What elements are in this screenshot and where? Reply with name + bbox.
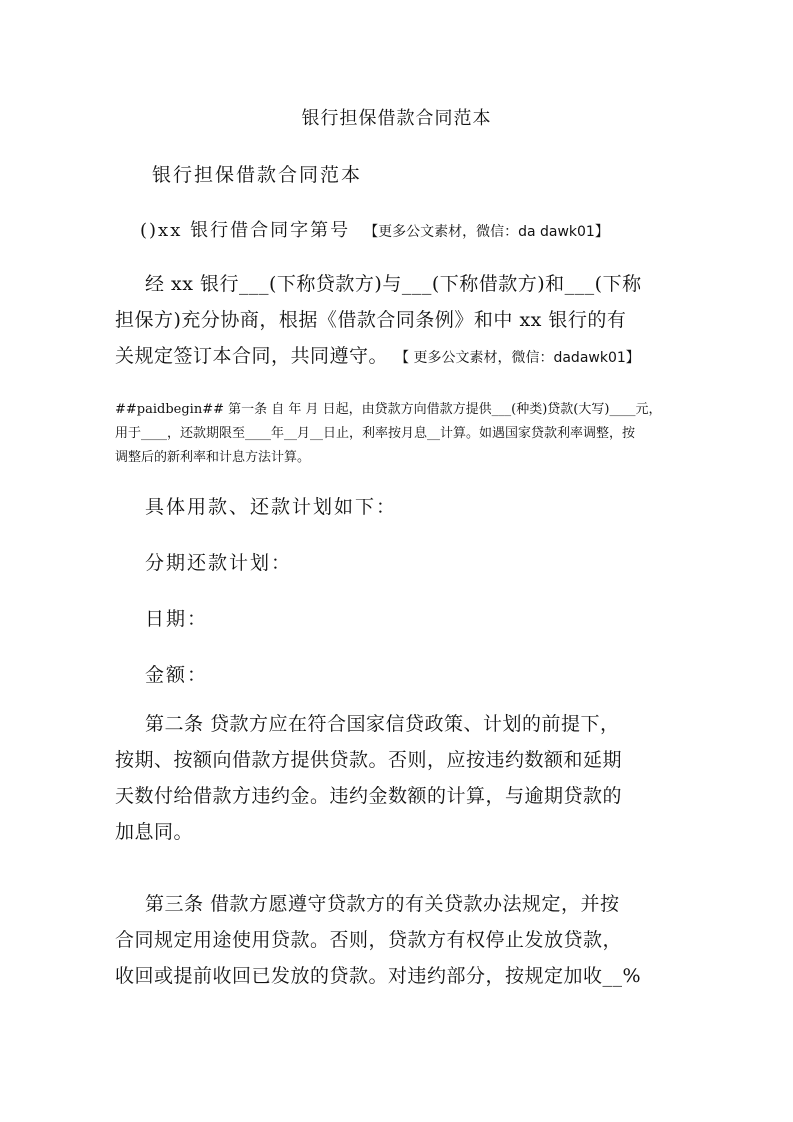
reference-note: 【更多公文素材，微信：da dawk01】 — [364, 224, 609, 240]
article-2-line-4: 加息同。 — [115, 821, 194, 843]
article-3-paragraph — [115, 886, 685, 994]
intro-line-3-wrap — [115, 338, 685, 376]
intro-line-2: 担保方)充分协商，根据《借款合同条例》和中 xx 银行的有 — [115, 309, 627, 331]
article-2-line-3: 天数付给借款方违约金。违约金数额的计算，与逾期贷款的 — [115, 785, 623, 807]
plan-intro: 具体用款、还款计划如下： — [145, 496, 398, 518]
article-3-line-3: 收回或提前收回已发放的贷款。对违约部分，按规定加收__% — [115, 965, 642, 987]
article-2-paragraph — [115, 706, 685, 850]
article-2-line-1: 第二条 贷款方应在符合国家信贷政策、计划的前提下， — [145, 713, 620, 735]
intro-paragraph — [115, 266, 685, 376]
document-subtitle: 银行担保借款合同范本 — [152, 164, 363, 186]
date-label: 日期： — [145, 608, 209, 630]
contract-reference-line — [140, 216, 609, 242]
amount-label: 金额： — [145, 664, 209, 686]
article-3-line-2: 合同规定用途使用贷款。否则，贷款方有权停止发放贷款， — [115, 929, 623, 951]
plan-label: 分期还款计划： — [145, 552, 293, 574]
article-1-line-3: 调整后的新利率和计息方法计算。 — [115, 450, 311, 465]
article-2-line-2: 按期、按额向借款方提供贷款。否则，应按违约数额和延期 — [115, 749, 623, 771]
article-1-line-2: 用于____，还款期限至____年__月__日止，利率按月息__计算。如遇国家贷款利率调整，按 — [115, 426, 636, 441]
article-3-line-1: 第三条 借款方愿遵守贷款方的有关贷款办法规定，并按 — [145, 893, 620, 915]
intro-line-3: 关规定签订本合同，共同遵守。 — [115, 345, 389, 367]
intro-line-1: 经 xx 银行___(下称贷款方)与___(下称借款方)和___(下称 — [145, 273, 642, 295]
intro-note: 【 更多公文素材，微信：dadawk01】 — [402, 350, 640, 366]
document-title: 银行担保借款合同范本 — [301, 108, 492, 129]
article-1-line-1: ##paidbegin## 第一条 自 年 月 日起，由贷款方向借款方提供___(种类)贷款(大写)____元， — [115, 402, 662, 417]
contract-reference-code: ()xx 银行借合同字第号 — [140, 220, 351, 241]
article-1-paragraph — [115, 398, 685, 470]
